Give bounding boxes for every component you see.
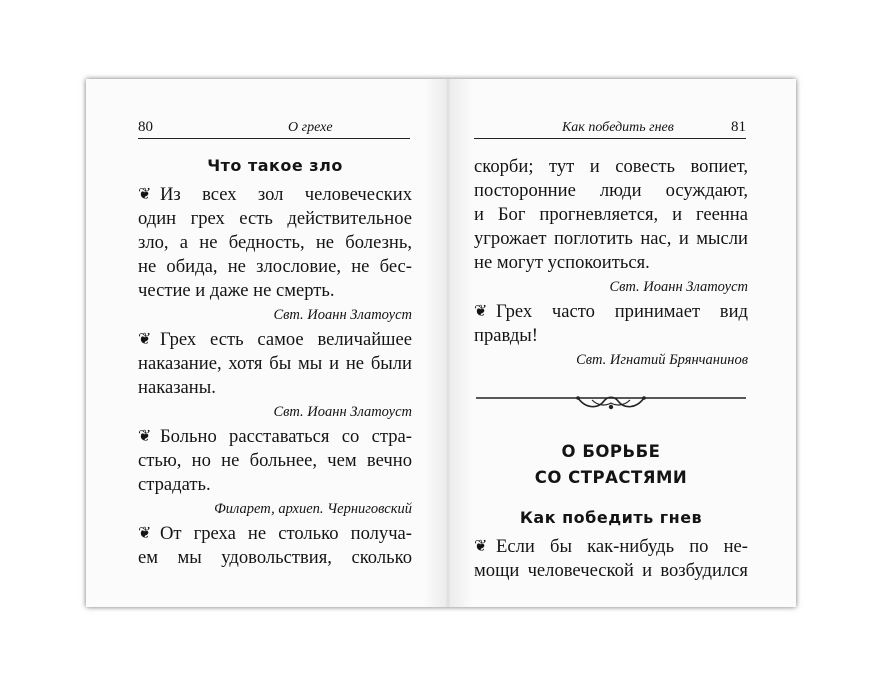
- quote-line: ем мы удовольствия, сколько: [138, 547, 412, 568]
- quote-line: угрожает поглотить нас, и мысли: [474, 228, 748, 249]
- quote-author: Филарет, архиеп. Черниговский: [214, 501, 412, 517]
- section-heading: Что такое зло: [207, 156, 343, 175]
- quote-line: стью, но не больнее, чем вечно: [138, 450, 412, 471]
- ornamental-divider: [474, 387, 748, 421]
- quote-line: не могут успокоиться.: [474, 252, 650, 273]
- fleuron-icon: ❦: [474, 538, 488, 555]
- fleuron-icon: ❦: [474, 303, 488, 320]
- right-running-title: Как победить гнев: [562, 120, 674, 135]
- right-page: [446, 79, 796, 607]
- quote-line: правды!: [474, 325, 538, 346]
- fleuron-icon: ❦: [138, 525, 152, 542]
- quote-line: мощи человеческой и возбудился: [474, 560, 748, 581]
- quote-line: ❦ Из всех зол человеческих: [138, 184, 412, 205]
- chapter-title-line-2: СО СТРАСТЯМИ: [534, 468, 688, 487]
- quote-line: наказание, хотя бы мы и не были: [138, 353, 412, 374]
- quote-line: страдать.: [138, 474, 211, 495]
- quote-author: Свт. Игнатий Брянчанинов: [576, 352, 748, 368]
- fleuron-icon: ❦: [138, 186, 152, 203]
- quote-author: Свт. Иоанн Златоуст: [273, 307, 412, 323]
- quote-line: скорби; тут и совесть вопиет,: [474, 156, 748, 177]
- quote-author: Свт. Иоанн Златоуст: [609, 279, 748, 295]
- quote-line: и Бог прогневляется, и геенна: [474, 204, 748, 225]
- quote-line: ❦ Если бы как-нибудь по не-: [474, 536, 748, 557]
- chapter-title-line-1: О БОРЬБЕ: [561, 442, 661, 461]
- right-page-body: [474, 155, 748, 583]
- left-page-body: [138, 155, 412, 570]
- right-page-number: 81: [731, 119, 746, 135]
- left-page-number: 80: [138, 119, 153, 135]
- left-running-title: О грехе: [288, 120, 333, 135]
- quote-line: ❦ От греха не столько получа-: [138, 523, 412, 544]
- quote-line: ❦ Больно расставаться со стра-: [138, 426, 412, 447]
- quote-line: ❦ Грех часто принимает вид: [474, 301, 748, 322]
- left-page: [86, 79, 446, 607]
- open-book: [86, 79, 796, 607]
- quote-author: Свт. Иоанн Златоуст: [273, 404, 412, 420]
- section-heading: Как победить гнев: [519, 508, 703, 527]
- fleuron-icon: ❦: [138, 331, 152, 348]
- fleuron-icon: ❦: [138, 428, 152, 445]
- quote-line: честие и даже не смерть.: [138, 280, 335, 301]
- quote-line: посторонние люди осуждают,: [474, 180, 748, 201]
- quote-line: не обида, не злословие, не бес-: [138, 256, 412, 277]
- divider-ornament-icon: [474, 387, 748, 421]
- quote-line: ❦ Грех есть самое величайшее: [138, 329, 412, 350]
- quote-line: зло, а не бедность, не болезнь,: [138, 232, 412, 253]
- left-page-header: [138, 120, 410, 139]
- quote-line: наказаны.: [138, 377, 216, 398]
- quote-line: один грех есть действительное: [138, 208, 412, 229]
- right-page-header: [474, 120, 746, 139]
